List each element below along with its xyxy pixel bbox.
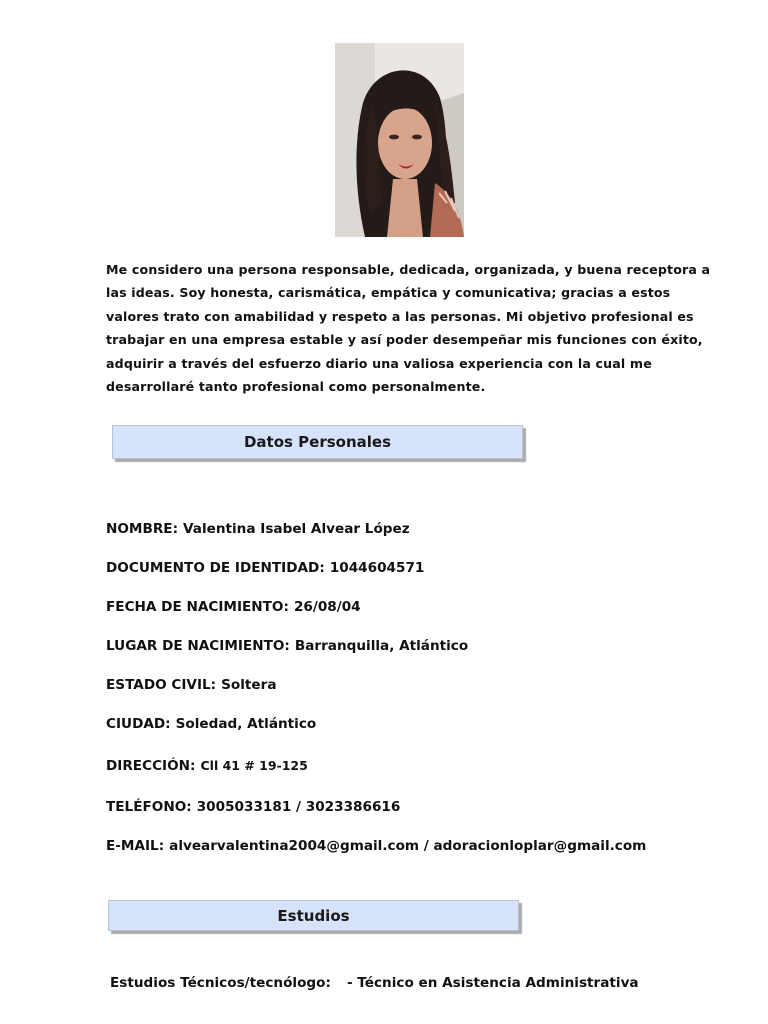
field-label: DIRECCIÓN: [106, 758, 196, 774]
field-name [106, 521, 410, 537]
studies-label: Estudios Técnicos/tecnólogo: [110, 975, 331, 991]
field-label: TELÉFONO: [106, 799, 192, 815]
personal-data-heading: Datos Personales [112, 425, 523, 459]
field-value: Soltera [221, 677, 277, 693]
summary-line: trabajar en una empresa estable y así poder desempeñar mis funciones con éxito, [106, 332, 703, 348]
field-label: ESTADO CIVIL: [106, 677, 217, 693]
field-birth-date [106, 599, 361, 615]
field-value: Cll 41 # 19-125 [200, 758, 308, 773]
summary-line: Me considero una persona responsable, dedicada, organizada, y buena receptora a [106, 262, 711, 277]
studies-heading: Estudios [108, 900, 519, 931]
field-value: 1044604571 [329, 560, 425, 576]
field-label: DOCUMENTO DE IDENTIDAD: [106, 560, 325, 576]
field-value: Valentina Isabel Alvear López [183, 521, 410, 537]
field-city [106, 716, 316, 732]
summary-line: valores trato con amabilidad y respeto a las personas. Mi objetivo profesional es [106, 308, 694, 324]
summary-line: desarrollaré tanto profesional como personalmente. [106, 379, 486, 395]
field-value: 3005033181 / 3023386616 [196, 799, 401, 815]
field-phone [106, 799, 400, 815]
field-label: E-MAIL: [106, 838, 165, 854]
studies-value: - Técnico en Asistencia Administrativa [346, 975, 639, 991]
field-address [106, 758, 308, 774]
profile-photo [335, 43, 464, 237]
summary-line: las ideas. Soy honesta, carismática, empática y comunicativa; gracias a estos [106, 285, 671, 301]
field-label: FECHA DE NACIMIENTO: [106, 599, 289, 615]
field-birth-place [106, 638, 468, 654]
field-value: 26/08/04 [293, 599, 361, 615]
field-value: Barranquilla, Atlántico [294, 638, 469, 654]
field-label: NOMBRE: [106, 521, 179, 537]
field-civil-status [106, 677, 277, 693]
field-label: CIUDAD: [106, 716, 171, 732]
field-id-document [106, 560, 424, 576]
field-label: LUGAR DE NACIMIENTO: [106, 638, 290, 654]
field-email [106, 838, 646, 854]
profile-summary [106, 258, 728, 398]
studies-entry [110, 975, 639, 991]
summary-line: adquirir a través del esfuerzo diario una valiosa experiencia con la cual me [106, 355, 652, 371]
field-value: Soledad, Atlántico [175, 716, 317, 732]
field-value: alvearvalentina2004@gmail.com / adoracionloplar@gmail.com [169, 838, 647, 854]
